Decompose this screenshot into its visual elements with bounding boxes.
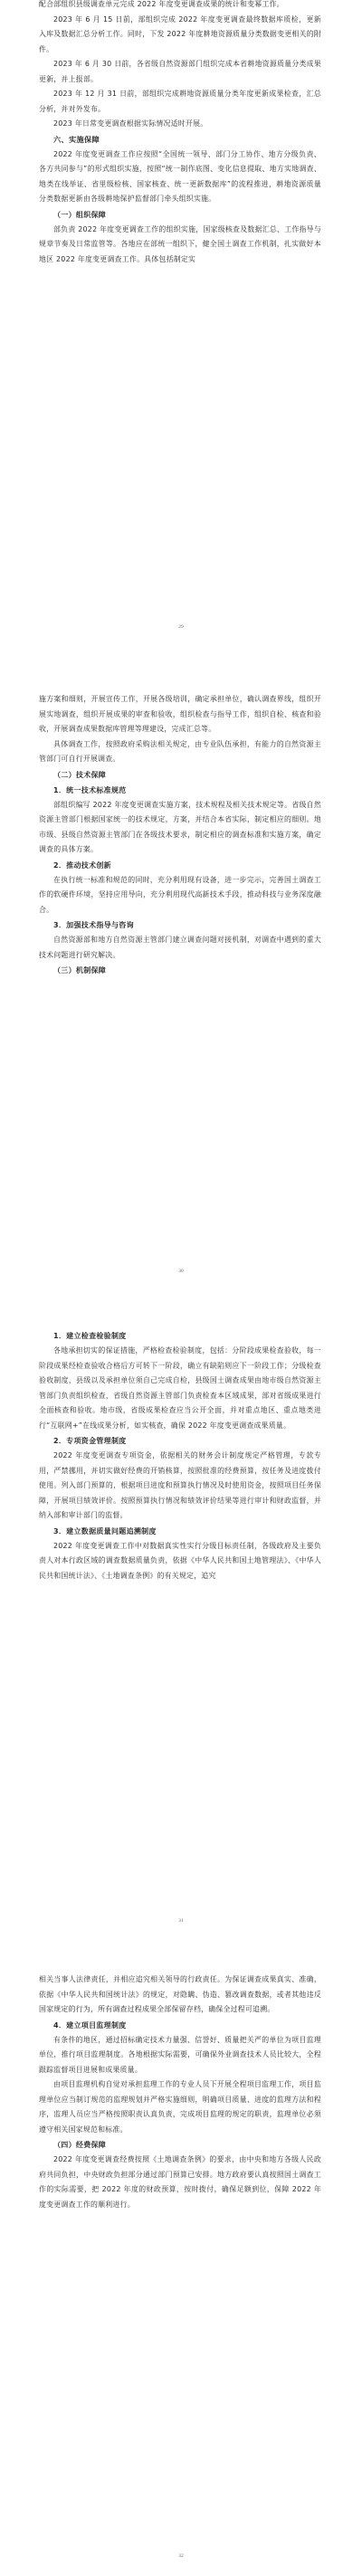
page-body xyxy=(39,1972,321,2212)
document-page xyxy=(0,1938,362,2576)
paragraph-continuation: 配合部组织县级调查单元完成 2022 年度变更调查成果的统计和变幂工作。 xyxy=(39,0,284,8)
paragraph: 部负责 2022 年度变更调查工作的组织实施，国家级核查及数据汇总、工作指导与规章节奏及日常监管等。各地应在部统一组织下，健全国土调查工作机制，扎实做好本地区 2022 年度变更调查工作。具体包括制定实 xyxy=(39,224,321,263)
subsection-heading: （三）机制保障 xyxy=(53,966,107,974)
subsection-heading: （四）经费保障 xyxy=(53,2141,107,2149)
subsection-heading: 1．建立检查检验制度 xyxy=(53,1332,127,1340)
paragraph-continuation: 施方案和细则，开展宣传工作，开展各级培训，确定承担单位，确认调查界线，组织开展实地调查，组织开展成果的审查和验收，组织检查与指导工作，组织自检、核查和验收，开展调查成果数据库管理等理建设，完成汇总等。 xyxy=(39,695,321,733)
page-body xyxy=(39,0,321,267)
subsection-heading: 3．建立数据质量问题追溯制度 xyxy=(53,1526,157,1535)
paragraph: 各地承担切实的保证措施，严格检查检验制度，包括：分阶段成果检查验收，每一阶段成果经检查验收合格后方可转下一阶段，确立有缺陷则应下一阶段工作；分级检查验收制度，县级以及承担单位须自己完成自检，县级国土调查成果由地市级自然资源主管部门负责组织检查，省级自然资源主管部门负责检查本区域成果，部对省级成果进行全面核查和验收。地市级，省级成果检查应当公开全面，并对重点地区、重点地类进行“互联网+”在线成果分析，如实核查，确保 2022 年度变更调查成果质量。 xyxy=(39,1346,321,1430)
paragraph: 2022 年度变更调查工作应按照“全国统一领导、部门分工协作、地方分级负责、各方共同参与”的形式组织实施，按照“统一制作底图、变化信息提取、地方实地调查、地类在线举证、省里级检核、国家核查、统一更新数据库”的流程推进，耕地资源质量分类数据更新由各级耕地保护监督部门牵头组织实施。 xyxy=(39,149,321,203)
paragraph: 2023 年 12 月 31 日前，部组织完成耕地资源质量分类年度更新成果检查，汇总分析，并对外发布。 xyxy=(39,90,321,113)
document-page xyxy=(0,0,362,665)
paragraph-continuation: 相关当事人法律责任，并相应追究相关领导的行政责任。为保证调查成果真实、准确，依据《中华人民共和国统计法》的规定，对隐瞒、伪造、篡改调查数据，或者其他违反国家规定的行为，所有调查过程成果全部保留存档，确保全过程可追溯。 xyxy=(39,1975,321,2013)
subsection-heading: 2．专项资金管理制度 xyxy=(53,1437,127,1445)
paragraph: 自然资源部和地方自然资源主管部门建立调查问题对接机制，对调查中遇到的重大技术问题进行研究解决。 xyxy=(39,936,321,959)
page-body xyxy=(39,1328,321,1583)
paragraph: 2022 年度变更调查专项资金，依据相关的财务会计制度规定严格管理，专款专用，严禁挪用，并切实做好经费的开销核算，按照批准的经费预算，按任务及进度拨付使用。列入部门预算的，根据项目进度和预算执行情况及时使用资金，按照项目任务保障，开展项目绩效评价。按照预算执行情况和绩效评价结果等进行审计和财政监督，并纳入部和审计部门的监督。 xyxy=(39,1451,321,1519)
paragraph: 2023 年 6 月 30 日前，各省级自然资源部门组织完成本省耕地资源质量分类成果更新，并上报部。 xyxy=(39,60,321,83)
page-body xyxy=(39,692,321,978)
subsection-heading: （二）技术保障 xyxy=(53,770,107,779)
subsection-heading: （一）组织保障 xyxy=(53,210,107,219)
paragraph: 由项目监理机构自觉对承担监理工作的专业人员下开展全程项目监理工作，项目监理单位应当制订规范的监理规划并严格实施细则，明确项目质量、进度的监理方法和程序，监理人员应当严格按照职责认真负责，完成项目监理的规定的职责，监理单位必须遵守相关国家规范和标准。 xyxy=(39,2080,321,2134)
paragraph: 有条件的地区，通过招标确定技术力量强、信誉好、质量把关严的单位为项目监理单位，推行项目监理制度。各地根据实际需要，可确保外业调查技术人员比较大，全程跟踪监督项目进展和成果质量。 xyxy=(39,2035,321,2074)
page-number: 32 xyxy=(178,2553,184,2559)
paragraph: 2023 年日常变更调查根据实际情况适时开展。 xyxy=(53,119,208,128)
document-page xyxy=(0,665,362,1303)
paragraph: 在执行统一标准和规范的同时，充分利用现有设备，进一步完示，完善国土调查工作的软硬件环境，坚持应用导向，充分利用现代高新技术手段，推动科技与业务深度融合。 xyxy=(39,875,321,914)
paragraph: 2022 年度变更调查经费按照《土地调查条例》的要求，由中央和地方各级人民政府共同负担，中央财政负担部分通过部门预算已安排。地方政府要认真按照国土调查工作的实际需要，把 2022 年度的财政预算，按时拨付，确保足额到位，保障 2022 年度变更调查工作的顺利进行。 xyxy=(39,2155,321,2209)
page-number: 29 xyxy=(178,624,184,630)
paragraph: 2022 年度变更调查工作中对数据真实性实行分级目标责任制，各级政府及主要负责人对本行政区域的调查数据质量负责，依据《中华人民共和国土地管理法》、《中华人民共和国统计法》、《土地调查条例》的有关规定，追究 xyxy=(39,1541,321,1580)
subsection-heading: 4．建立项目监理制度 xyxy=(53,2020,127,2029)
paragraph: 2023 年 6 月 15 日前，部组织完成 2022 年度变更调查最终数据库质检，更新入库及数据汇总分析工作。同时，下发 2022 年度耕地资源质量分类数据变更相关的附件。 xyxy=(39,14,321,53)
paragraph: 具体调查工作，按照政府采购法相关规定，由专业队伍承担，有能力的自然资源主管部门可自行开展调查。 xyxy=(39,739,321,763)
document-page xyxy=(0,1303,362,1938)
subsection-heading: 2．推动技术创新 xyxy=(53,860,111,870)
paragraph: 部组织编写 2022 年度变更调查实施方案，技术规程及相关技术规定等。省级自然资源主管部门根据国家统一的技术规定，方案，并结合本省实际，制定相应的细则。地市级、县级自然资源主管部门在各级技术要求，制定相应的调查标准和实施方案，确定调查的具体方案。 xyxy=(39,800,321,853)
subsection-heading: 1．统一技术标准规范 xyxy=(53,785,127,794)
subsection-heading: 3．加强技术指导与咨询 xyxy=(53,921,134,929)
page-number: 31 xyxy=(178,1918,184,1924)
section-heading: 六、实施保障 xyxy=(53,134,100,144)
page-number: 30 xyxy=(178,1269,184,1274)
